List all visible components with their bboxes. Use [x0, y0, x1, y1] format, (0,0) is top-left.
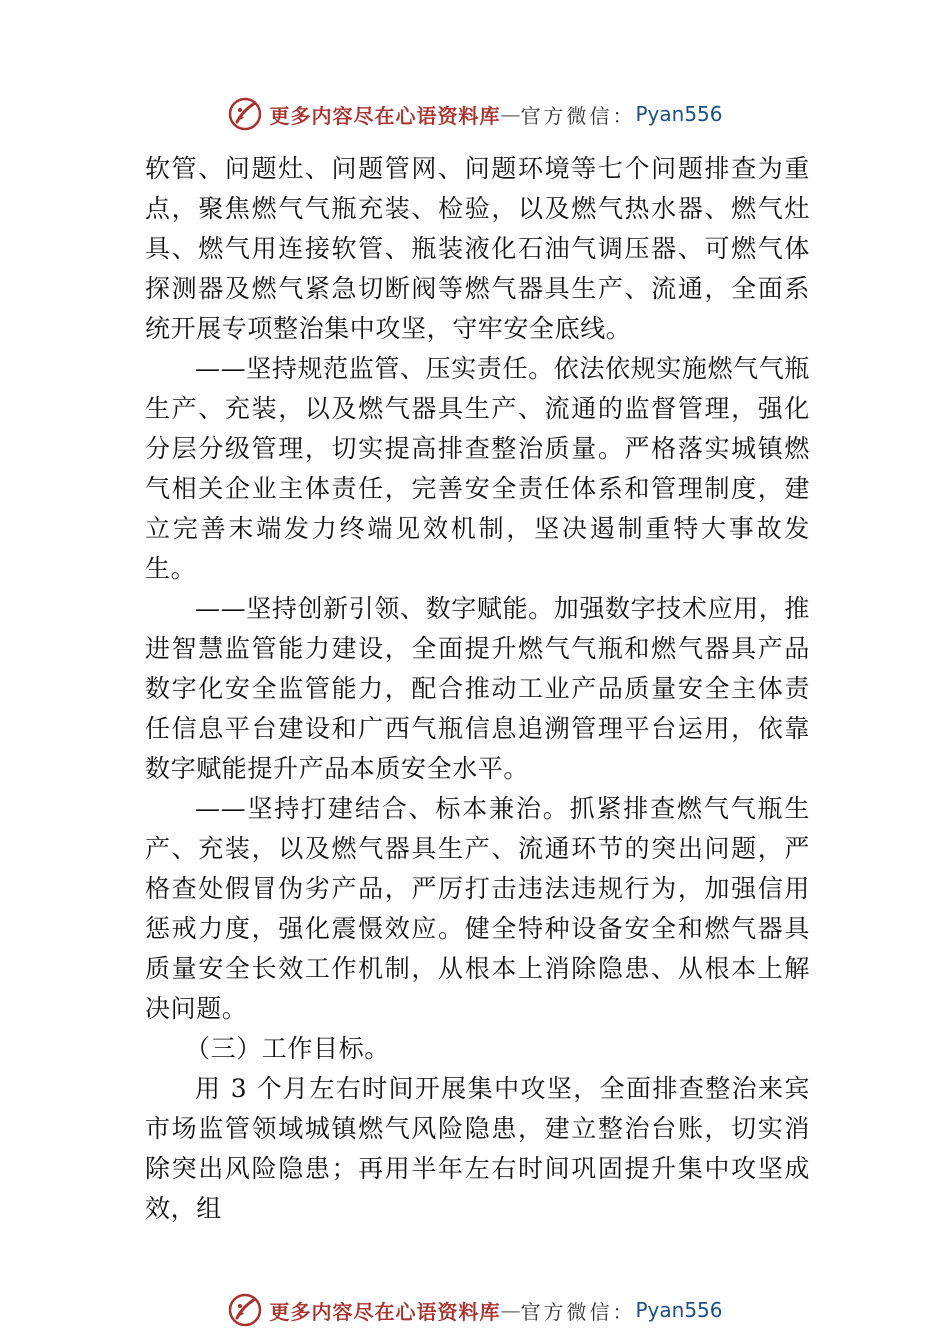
paragraph-goals: 用 3 个月左右时间开展集中攻坚，全面排查整治来宾市场监管领域城镇燃气风险隐患，建立整治台账，切实消除突出风险隐患；再用半年左右时间巩固提升集中攻坚成效，组: [145, 1074, 810, 1223]
header-banner-separator: —: [500, 102, 521, 126]
footer-banner-separator: —: [500, 1298, 521, 1322]
pen-logo-icon: [227, 1292, 263, 1328]
paragraph-principle-combination: ——坚持打建结合、标本兼治。抓紧排查燃气气瓶生产、充装，以及燃气器具生产、流通环节的突出问题，严格查处假冒伪劣产品，严厉打击违法违规行为，加强信用惩戒力度，强化震慑效应。健全特种设备安全和燃气器具质量安全长效工作机制，从根本上消除隐患、从根本上解决问题。: [145, 794, 810, 1023]
footer-banner-wechat-id: Pyan556: [635, 1298, 723, 1322]
footer-banner-text: [269, 1296, 722, 1325]
header-banner-main: 更多内容尽在心语资料库: [269, 103, 501, 128]
paragraph-principle-innovation: ——坚持创新引领、数字赋能。加强数字技术应用，推进智慧监管能力建设，全面提升燃气气瓶和燃气器具产品数字化安全监管能力，配合推动工业产品质量安全主体责任信息平台建设和广西气瓶信息追溯管理平台运用，依靠数字赋能提升产品本质安全水平。: [145, 594, 810, 783]
section-heading-goals: （三）工作目标。: [185, 1034, 390, 1063]
paragraph-principle-regulation: ——坚持规范监管、压实责任。依法依规实施燃气气瓶生产、充装，以及燃气器具生产、流通的监督管理，强化分层分级管理，切实提高排查整治质量。严格落实城镇燃气相关企业主体责任，完善安全责任体系和管理制度，建立完善末端发力终端见效机制，坚决遏制重特大事故发生。: [145, 354, 810, 583]
pen-logo-icon: [227, 96, 263, 132]
paragraph-continuation: 软管、问题灶、问题管网、问题环境等七个问题排查为重点，聚焦燃气气瓶充装、检验，以及燃气热水器、燃气灶具、燃气用连接软管、瓶装液化石油气调压器、可燃气体探测器及燃气紧急切断阀等燃气器具生产、流通，全面系统开展专项整治集中攻坚，守牢安全底线。: [145, 154, 810, 343]
header-watermark-banner: [0, 94, 950, 134]
footer-banner-main: 更多内容尽在心语资料库: [269, 1299, 501, 1324]
header-banner-text: [269, 100, 722, 129]
header-banner-label: 官方微信：: [520, 103, 636, 128]
footer-watermark-banner: [0, 1290, 950, 1330]
footer-banner-label: 官方微信：: [520, 1299, 636, 1324]
document-body: [145, 149, 810, 1229]
header-banner-wechat-id: Pyan556: [635, 102, 723, 126]
